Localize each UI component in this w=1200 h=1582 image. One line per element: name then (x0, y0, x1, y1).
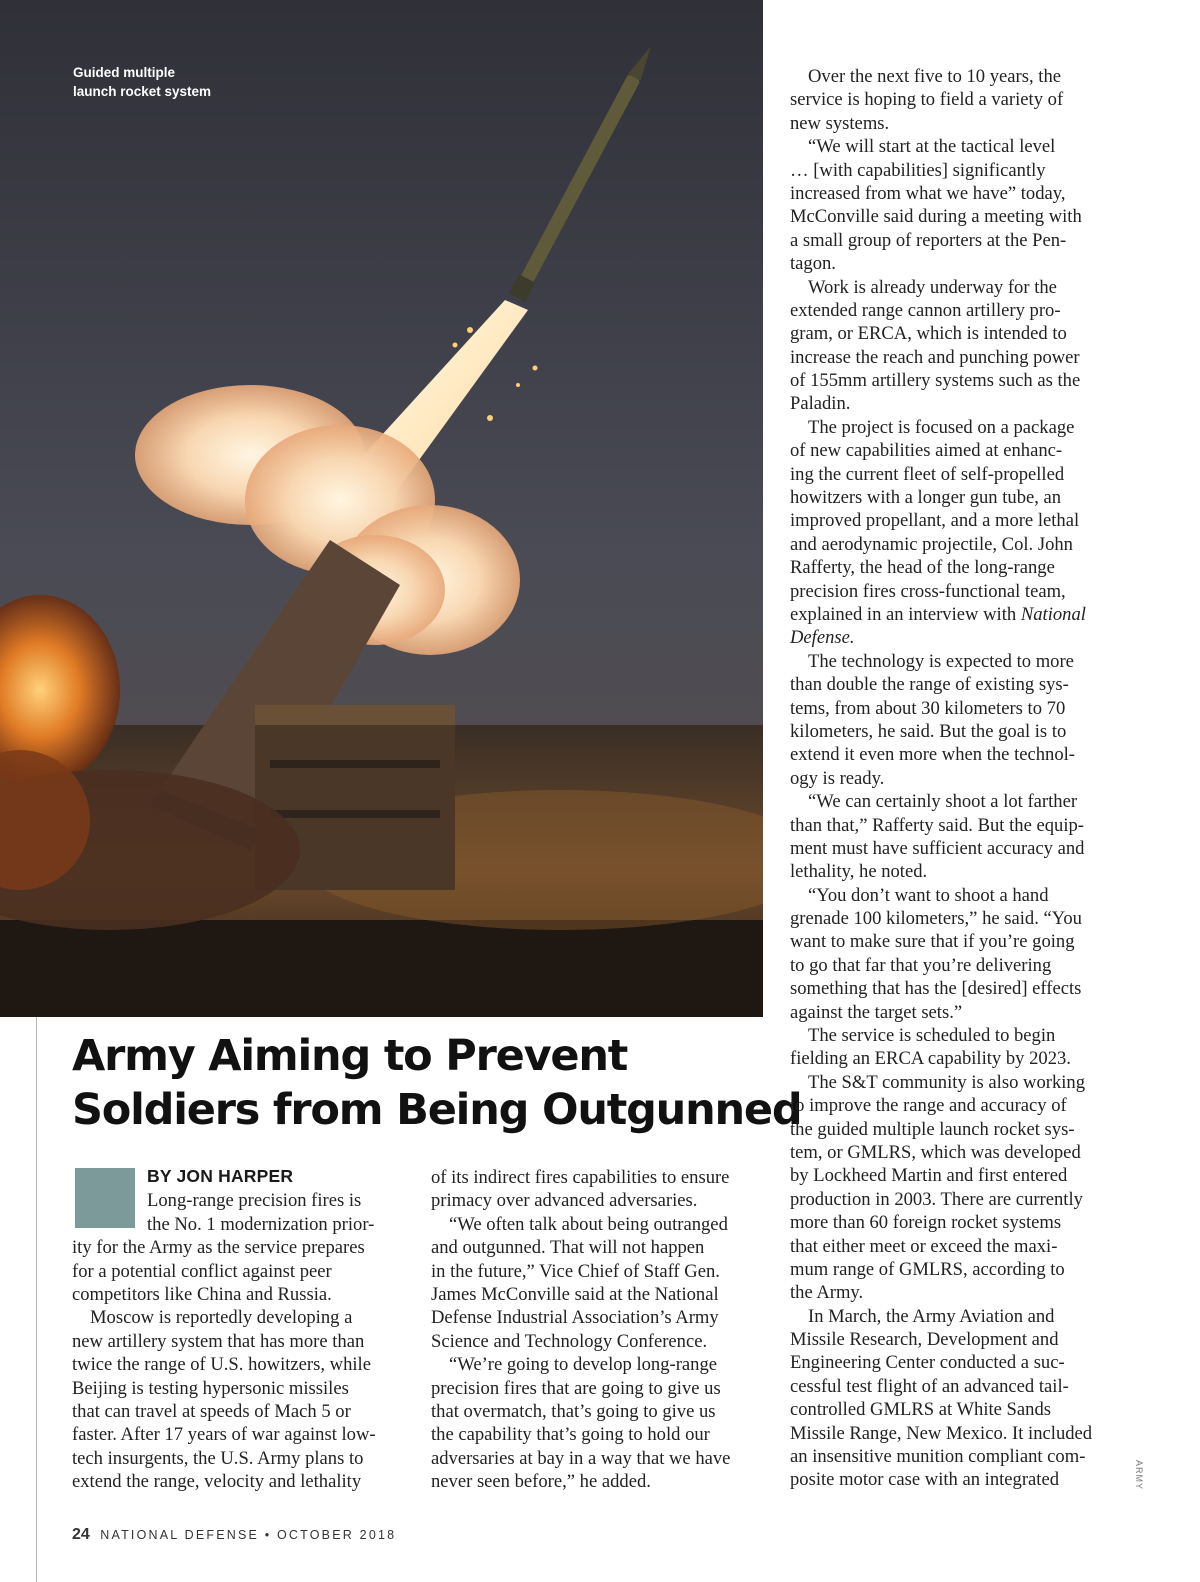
text-line: want to make sure that if you’re going (790, 931, 1075, 953)
text-line: more than 60 foreign rocket systems (790, 1212, 1062, 1234)
text-line: The S&T community is also working (808, 1071, 1085, 1093)
text-line: ity for the Army as the service prepares (72, 1237, 365, 1259)
text-line: an insensitive munition compliant com- (790, 1446, 1086, 1468)
text-line: increased from what we have” today, (790, 182, 1066, 204)
text-line: primacy over advanced adversaries. (431, 1190, 698, 1212)
text-line: Moscow is reportedly developing a (90, 1307, 353, 1329)
text-line: the guided multiple launch rocket sys- (790, 1118, 1075, 1140)
text-line: new artillery system that has more than (72, 1330, 365, 1352)
text-column-2 (431, 1166, 761, 1493)
text-line: mum range of GMLRS, according to (790, 1258, 1065, 1280)
text-line: fielding an ERCA capability by 2023. (790, 1048, 1071, 1070)
text-line: cessful test flight of an advanced tail- (790, 1375, 1069, 1397)
text-line: than that,” Rafferty said. But the equip- (790, 814, 1084, 836)
publication-name-italic: National (1020, 603, 1086, 625)
text-line: The technology is expected to more (808, 650, 1074, 672)
text-line: improved propellant, and a more lethal (790, 510, 1080, 532)
text-line: competitors like China and Russia. (72, 1283, 332, 1305)
text-line: to improve the range and accuracy of (790, 1095, 1067, 1117)
text-line: production in 2003. There are currently (790, 1188, 1083, 1210)
text-line: The project is focused on a package (808, 416, 1075, 438)
text-line: posite motor case with an integrated (790, 1469, 1060, 1491)
text-line: “We will start at the tactical level (808, 136, 1056, 158)
headline-line: Army Aiming to Prevent (72, 1031, 628, 1081)
text-line (790, 603, 1120, 626)
text-line: Work is already underway for the (808, 276, 1057, 298)
text-line: gram, or ERCA, which is intended to (790, 323, 1067, 345)
left-margin-rule (36, 1017, 37, 1582)
text-line: precision fires that are going to give us (431, 1377, 721, 1399)
text-line: Rafferty, the head of the long-range (790, 557, 1055, 579)
text-line: of new capabilities aimed at enhanc- (790, 440, 1063, 462)
text-line: … [with capabilities] significantly (790, 159, 1046, 181)
text-line: of 155mm artillery systems such as the (790, 370, 1081, 392)
headline-line: Soldiers from Being Outgunned (72, 1085, 802, 1135)
text-line: James McConville said at the National (431, 1283, 719, 1305)
text-line: Long-range precision fires is (147, 1190, 362, 1212)
text-line: Defense Industrial Association’s Army (431, 1307, 719, 1329)
text-line: Beijing is testing hypersonic missiles (72, 1377, 349, 1399)
text-line: tagon. (790, 253, 836, 275)
text-line: ment must have sufficient accuracy and (790, 837, 1085, 859)
text-line: that overmatch, that’s going to give us (431, 1400, 716, 1422)
text-line: “We can certainly shoot a lot farther (808, 791, 1078, 813)
text-column-1 (72, 1166, 402, 1493)
text-line: a small group of reporters at the Pen- (790, 229, 1067, 251)
text-line: Over the next five to 10 years, the (808, 66, 1061, 87)
text-line: of its indirect fires capabilities to ensure (431, 1167, 730, 1188)
text-line: Engineering Center conducted a suc- (790, 1352, 1065, 1374)
text-line: Paladin. (790, 393, 851, 415)
text-line: tem, or GMLRS, which was developed (790, 1141, 1081, 1163)
text-line: Missile Research, Development and (790, 1329, 1059, 1351)
text-line: controlled GMLRS at White Sands (790, 1399, 1051, 1421)
text-line: than double the range of existing sys- (790, 674, 1069, 696)
text-line: the capability that’s going to hold our (431, 1424, 710, 1446)
text-line: “You don’t want to shoot a hand (808, 884, 1049, 906)
text-line: howitzers with a longer gun tube, an (790, 487, 1062, 509)
text-line: in the future,” Vice Chief of Staff Gen. (431, 1260, 720, 1282)
text-column-3 (790, 65, 1120, 1492)
byline: BY JON HARPER (147, 1166, 294, 1186)
text-line: “We’re going to develop long-range (449, 1354, 718, 1376)
text-line: “We often talk about being outranged (449, 1213, 728, 1235)
photo-caption-line: Guided multiple (73, 65, 176, 80)
text-line (72, 1166, 402, 1189)
text-line: and outgunned. That will not happen (431, 1237, 705, 1259)
text-line: against the target sets.” (790, 1001, 963, 1023)
text-line: new systems. (790, 112, 890, 134)
text-line: extend it even more when the technol- (790, 744, 1075, 766)
text-line: In March, the Army Aviation and (808, 1305, 1055, 1327)
page-number: 24 (72, 1526, 90, 1543)
text-line: grenade 100 kilometers,” he said. “You (790, 908, 1082, 930)
text-line: something that has the [desired] effects (790, 978, 1082, 1000)
text-line: extend the range, velocity and lethality (72, 1471, 362, 1493)
publication-name-italic: Defense. (790, 627, 855, 649)
photo-caption (73, 63, 211, 101)
text-line: kilometers, he said. But the goal is to (790, 720, 1067, 742)
text-line: the No. 1 modernization prior- (147, 1213, 375, 1235)
text-line: to go that far that you’re delivering (790, 954, 1052, 976)
photo-caption-line: launch rocket system (73, 84, 212, 99)
text-line: Science and Technology Conference. (431, 1330, 708, 1352)
text-line: lethality, he noted. (790, 861, 928, 883)
text-line: tech insurgents, the U.S. Army plans to (72, 1447, 364, 1469)
text-line: that either meet or exceed the maxi- (790, 1235, 1058, 1257)
text-line: by Lockheed Martin and first entered (790, 1165, 1068, 1187)
text-fragment: explained in an interview with (790, 603, 1017, 625)
text-line: for a potential conflict against peer (72, 1260, 332, 1282)
article-headline (72, 1029, 802, 1137)
text-line: twice the range of U.S. howitzers, while (72, 1354, 371, 1376)
text-line: precision fires cross-functional team, (790, 580, 1066, 602)
rocket-launch-image (0, 0, 763, 1017)
text-line: increase the reach and punching power (790, 346, 1080, 368)
text-line: ogy is ready. (790, 767, 885, 789)
text-line: that can travel at speeds of Mach 5 or (72, 1400, 351, 1422)
text-line: service is hoping to field a variety of (790, 89, 1064, 111)
text-line: never seen before,” he added. (431, 1471, 651, 1493)
text-line (790, 626, 1120, 649)
publication-line: NATIONAL DEFENSE • OCTOBER 2018 (100, 1528, 397, 1542)
text-line: and aerodynamic projectile, Col. John (790, 533, 1073, 555)
text-line: The service is scheduled to begin (808, 1025, 1056, 1047)
text-line: McConville said during a meeting with (790, 206, 1082, 228)
article-photo (0, 0, 763, 1017)
text-line: tems, from about 30 kilometers to 70 (790, 697, 1066, 719)
photo-credit: ARMY (1134, 1460, 1144, 1491)
text-line: adversaries at bay in a way that we have (431, 1447, 731, 1469)
page-footer (72, 1526, 396, 1544)
text-line: faster. After 17 years of war against low- (72, 1424, 376, 1446)
text-line: the Army. (790, 1282, 864, 1304)
text-line: ing the current fleet of self-propelled (790, 463, 1065, 485)
text-line: extended range cannon artillery pro- (790, 299, 1061, 321)
text-line: Missile Range, New Mexico. It included (790, 1422, 1093, 1444)
